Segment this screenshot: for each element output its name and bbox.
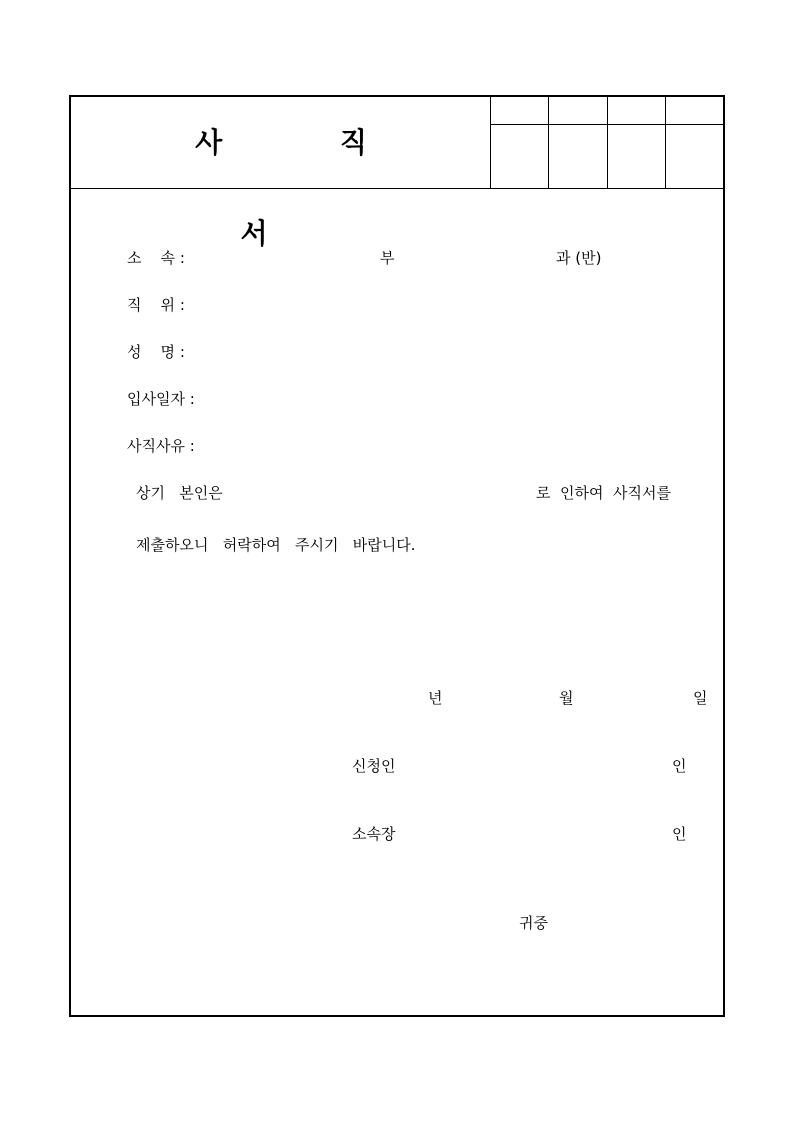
date-month-label: 월 [559,689,574,707]
date-day-label: 일 [693,689,708,707]
date-year-label: 년 [428,689,443,707]
applicant-label: 신청인 [352,757,396,775]
department-head-label: 소속장 [352,825,396,843]
department-unit-label: 부 [380,249,395,267]
approval-header-cell [491,97,549,125]
section-unit-label: 과 (반) [556,249,602,267]
approval-sign-cell [491,125,549,188]
form-header [71,97,723,250]
approval-sign-cell [549,125,607,188]
approval-header-cell [549,97,607,125]
join-date-label: 입사일자 : [127,390,195,408]
position-label: 직 위 : [127,296,185,314]
recipient-honorific: 귀중 [519,914,548,932]
resignation-reason-label: 사직사유 : [127,437,195,455]
approval-sign-cell [666,125,724,188]
approval-sign-cell [608,125,666,188]
affiliation-label: 소 속 : [127,249,185,267]
approval-signature-table [490,97,724,188]
approval-header-cell [666,97,724,125]
statement-line1-end: 로 인하여 사직서를 [536,484,671,502]
statement-line2: 제출하오니 허락하여 주시기 바랍니다. [136,536,416,554]
approval-header-cell [608,97,666,125]
resignation-form [69,95,725,1017]
document-title: 사 직 서 [195,126,421,250]
department-head-seal-label: 인 [672,825,687,843]
applicant-seal-label: 인 [672,757,687,775]
name-label: 성 명 : [127,343,185,361]
statement-line1-start: 상기 본인은 [136,484,223,502]
